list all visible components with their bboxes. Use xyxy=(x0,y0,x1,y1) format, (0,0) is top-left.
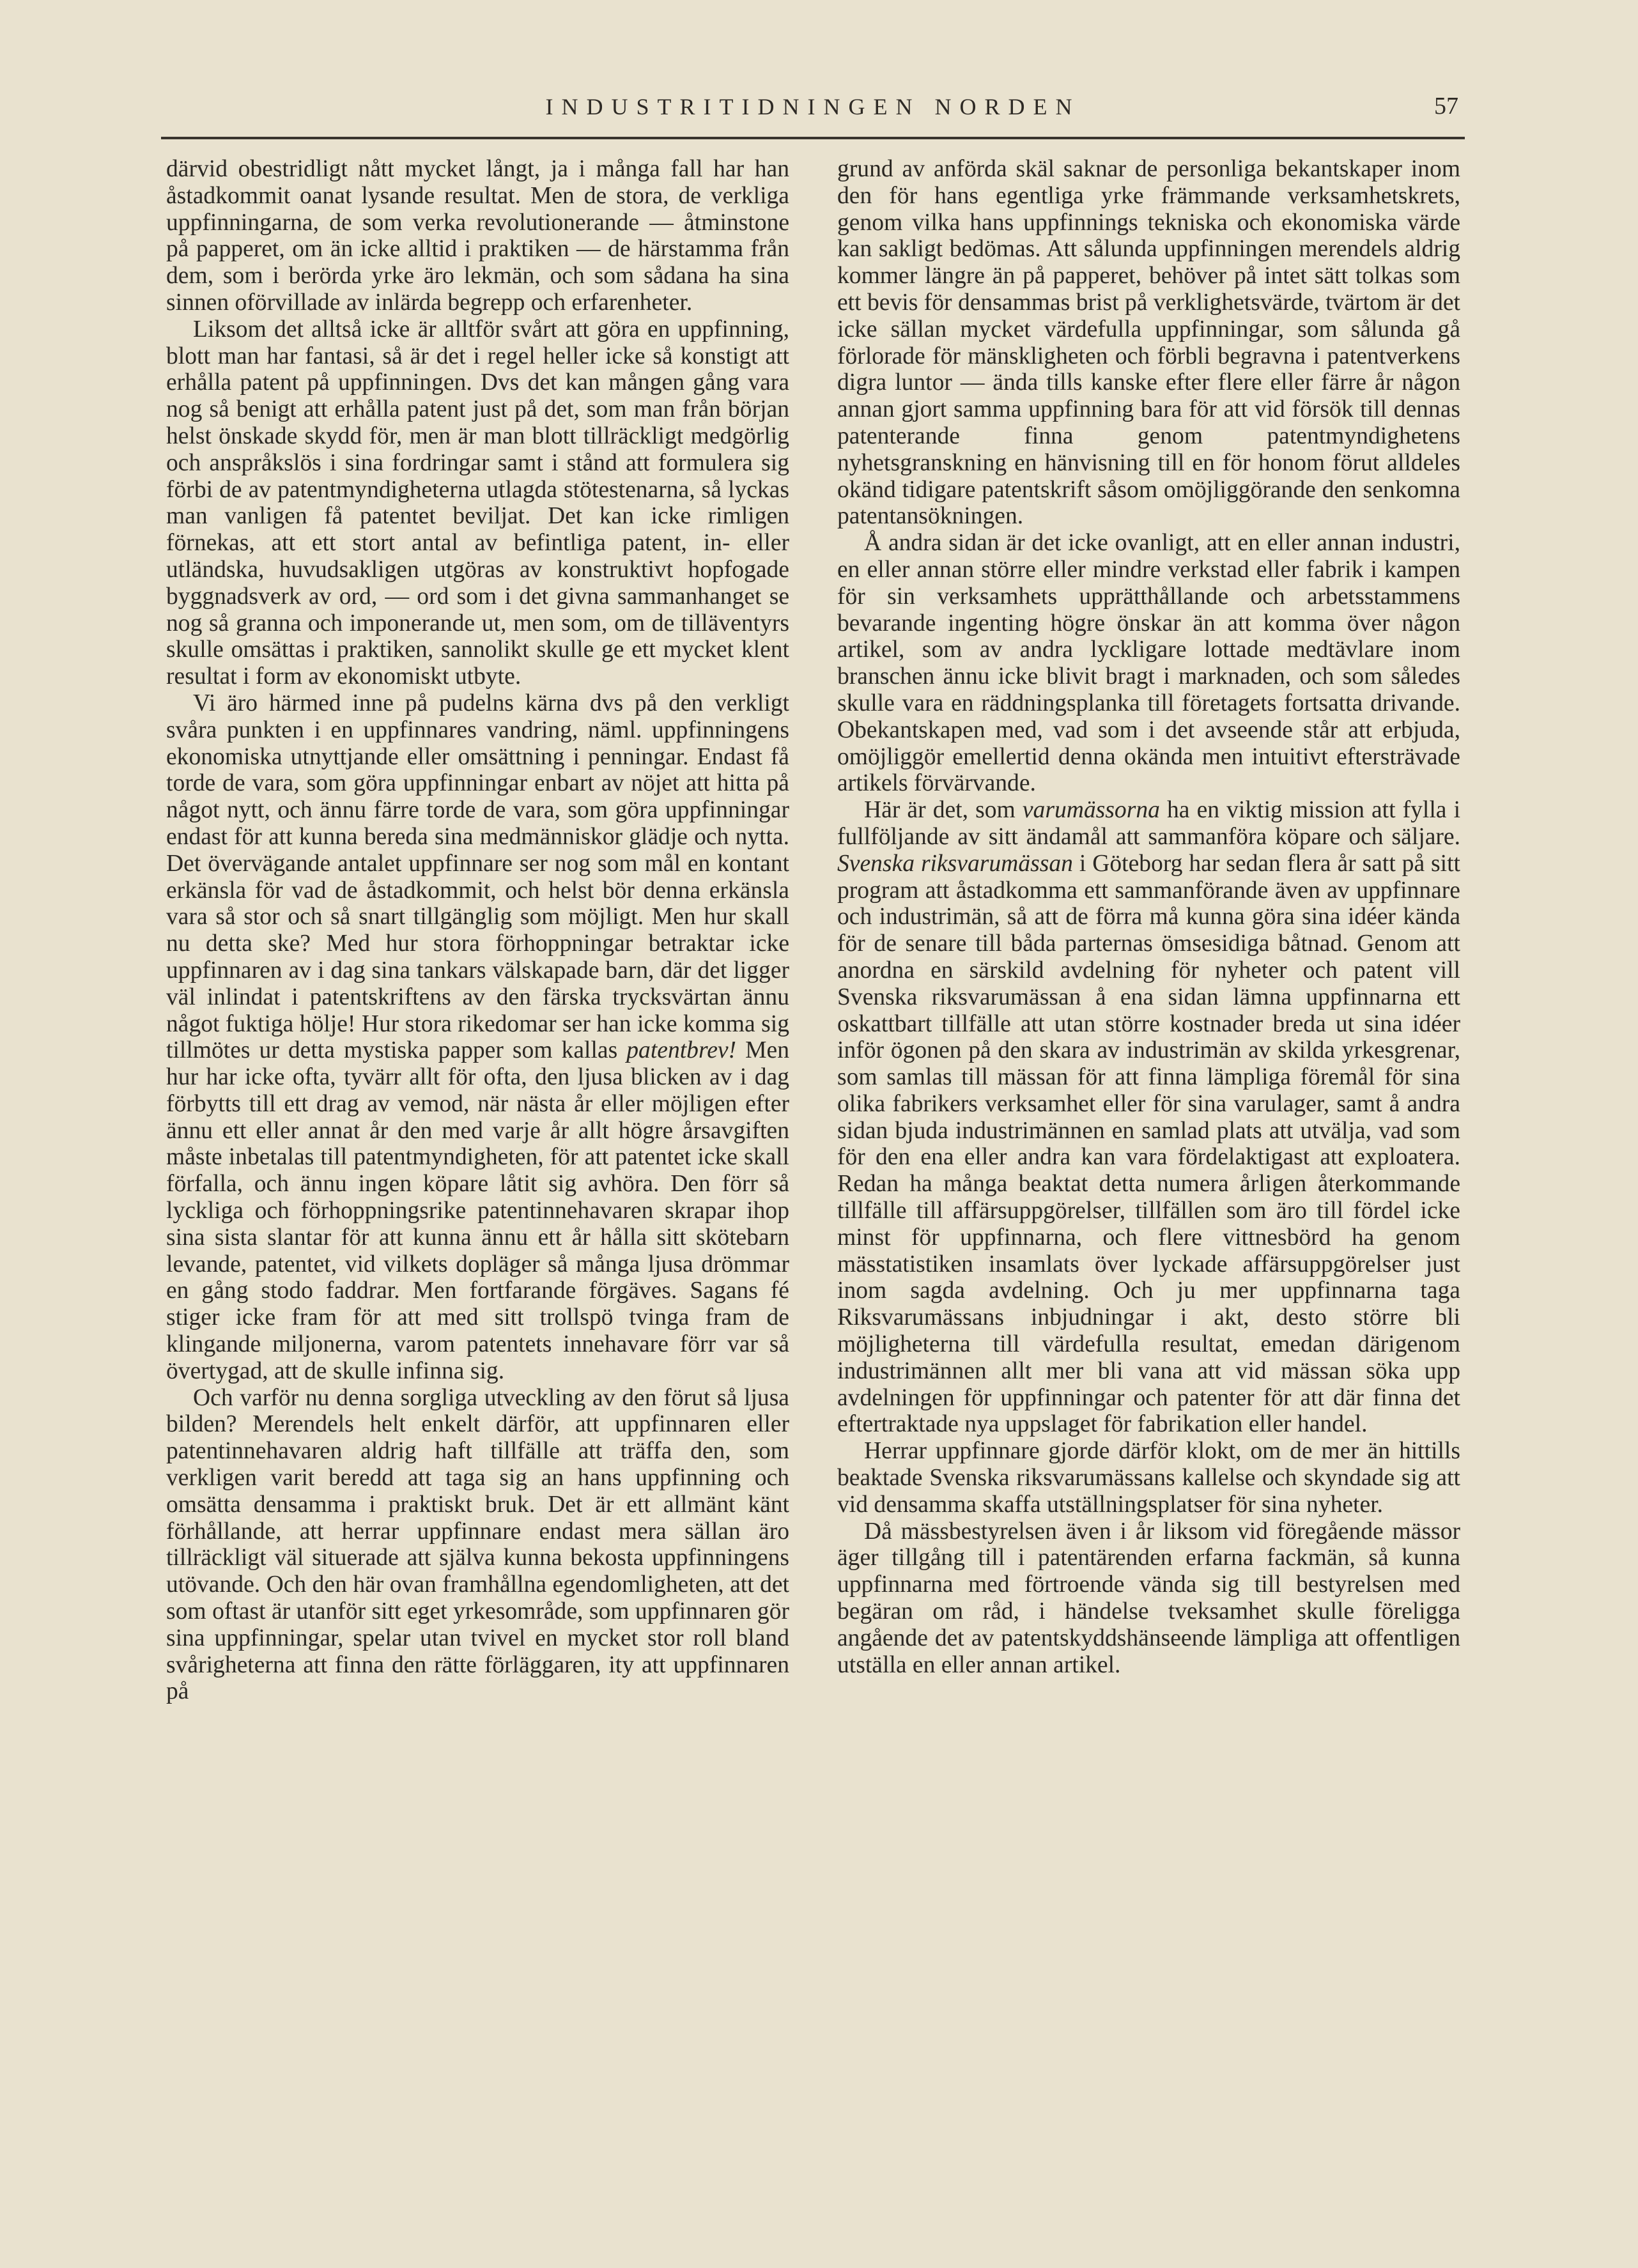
paragraph: grund av anförda skäl saknar de personliga bekantskaper inom den för hans egentliga yrke främmande verksamhetskrets, genom vilka hans uppfinnings tekniska och ekonomiska värde kan sakligt bedömas. Att sålunda uppfinningen merendels aldrig kommer längre än på papperet, behöver på intet sätt tolkas som ett bevis för densammas brist på verklighetsvärde, tvärtom är det icke sällan mycket värdefulla uppfinningar, som sålunda gå förlorade för mänskligheten och förbli begravna i patentverkens digra luntor — ända tills kanske efter flere eller färre år någon annan gjort samma uppfinning bara för att vid försök till dennas patenterande finna genom patentmyndighetens nyhetsgranskning en hänvisning till en för honom förut alldeles okänd tidigare patentskrift såsom omöjliggörande den senkomna patentansökningen. xyxy=(837,156,1460,530)
paragraph: Liksom det alltså icke är alltför svårt att göra en uppfinning, blott man har fantasi, så är det i regel heller icke så konstigt att erhålla patent på uppfinningen. Dvs det kan mången gång vara nog så benigt att erhålla patent just på det, som man från början helst önskade skydd för, men är man blott tillräckligt medgörlig och anspråkslös i sina fordringar samt i stånd att formulera sig förbi de av patentmyndigheterna utlagda stötestenarna, så lyckas man vanligen få patentet beviljat. Det kan icke rimligen förnekas, att ett stort antal av befintliga patent, in- eller utländska, huvudsakligen utgöras av konstruktivt hopfogade byggnadsverk av ord, — ord som i det givna sammanhanget se nog så granna och imponerande ut, men som, om de tilläventyrs skulle omsättas i praktiken, sannolikt skulle ge ett mycket klent resultat i form av ekonomiskt utbyte. xyxy=(166,316,789,690)
paragraph: Å andra sidan är det icke ovanligt, att en eller annan industri, en eller annan större eller mindre verkstad eller fabrik i kampen för sin verksamhets upprätthållande och arbetsstammens bevarande ingenting högre önskar än att komma över någon artikel, som av andra lyckligare lottade medtävlare inom branschen ännu icke blivit bragt i marknaden, och som således skulle vara en räddningsplanka till företagets fortsatta drivande. Obekantskapen med, vad som i det avseende står att erbjuda, omöjliggör emellertid denna okända men intuitivt eftersträvade artikels förvärvande. xyxy=(837,530,1460,797)
journal-title: INDUSTRITIDNINGEN NORDEN xyxy=(545,94,1081,120)
emphasis-text: patentbrev! xyxy=(626,1037,737,1064)
paragraph-text: Här är det, som xyxy=(864,797,1023,824)
paragraph-text: ha en viktig mission att fylla i fullföljande av sitt ändamål att sammanföra köpare och säljare. xyxy=(837,797,1461,850)
paragraph-text: Vi äro härmed inne på pudelns kärna dvs på den verkligt svåra punkten i en uppfinnares vandring, näml. uppfinningens ekonomiska utnyttjande eller omsättning i penningar. Endast få torde de vara, som göra uppfinningar enbart av nöjet att hitta på något nytt, och ännu färre torde de vara, som göra uppfinningar endast för att kunna bereda sina medmänniskor glädje och nytta. Det övervägande antalet uppfinnare ser nog som mål en kontant erkänsla för vad de åstadkommit, och helst bör denna erkänsla vara så stor och så snart tillgänglig som möjligt. Men hur skall nu detta ske? Med hur stora förhoppningar betraktar icke uppfinnaren av i dag sina tankars välskapade barn, där det ligger väl inlindat i patentskriftens av den färska trycksvärtan ännu något fuktiga hölje! Hur stora rikedomar ser han icke komma sig tillmötes ur detta mystiska papper som kallas xyxy=(166,690,789,1064)
paragraph: Och varför nu denna sorgliga utveckling av den förut så ljusa bilden? Merendels helt enkelt därför, att uppfinnaren eller patentinnehavaren aldrig haft tillfälle att träffa den, som verkligen varit beredd att taga sig an hans uppfinning och omsätta densamma i praktiskt bruk. Det är ett allmänt känt förhållande, att herrar uppfinnare endast mera sällan äro tillräckligt väl situerade att själva kunna bekosta uppfinningens utövande. Och den här ovan framhållna egendomligheten, att det som oftast är utanför sitt eget yrkesområde, som uppfinnaren gör sina uppfinningar, spelar utan tvivel en mycket stor roll bland svårigheterna att finna den rätte förläggaren, ity att uppfinnaren på xyxy=(166,1384,789,1705)
paragraph-text: i Göteborg har sedan flera år satt på sitt program att åstadkomma ett sammanförande även av uppfinnare och industrimän, så att de förra må kunna göra sina idéer kända för de senare till båda parternas ömsesidiga båtnad. Genom att anordna en särskild avdelning för nyheter och patent vill Svenska riksvarumässan å ena sidan lämna uppfinnarna ett oskattbart tillfälle att utan större kostnader breda ut sina idéer inför ögonen på den skara av industrimän av skilda yrkesgrenar, som samlas till mässan för att finna lämpliga föremål för sina olika fabrikers verksamhet eller för sina varulager, samt å andra sidan bjuda industrimännen en samlad plats att utvälja, vad som för den ena eller andra kan vara fördelaktigast att exploatera. Redan ha många beaktat detta numera årligen återkommande tillfälle till affärsuppgörelser, tillfällen som äro till fördel icke minst för uppfinnarna, och flere vittnesbörd ha genom mässtatistiken insamlats över lyckade affärsuppgörelser just inom sagda avdelning. Och ju mer uppfinnarna taga Riksvarumässans inbjudningar i akt, desto större bli möjligheterna till värdefulla resultat, emedan därigenom industrimännen allt mer bli vana att vid mässan söka upp avdelningen för uppfinningar och patenter för att där finna det eftertraktade nya uppslaget för fabrikation eller handel. xyxy=(837,850,1460,1438)
paragraph: därvid obestridligt nått mycket långt, ja i många fall har han åstadkommit oanat lysande resultat. Men de stora, de verkliga uppfinningarna, de som verka revolutionerande — åtminstone på papperet, om än icke alltid i praktiken — de härstamma från dem, som i berörda yrke äro lekmän, och som sådana ha sina sinnen oförvillade av inlärda begrepp och erfarenheter. xyxy=(166,156,789,316)
page-header xyxy=(161,89,1465,128)
right-column xyxy=(837,156,1460,1678)
paragraph-text: Men hur har icke ofta, tyvärr allt för ofta, den ljusa blicken av i dag förbytts till ett drag av vemod, när nästa år eller möjligen efter ännu ett eller annat år den med varje år allt högre årsavgiften måste inbetalas till patentmyndigheten, för att patentet icke skall förfalla, och ännu ingen köpare låtit sig avhöra. Den förr så lyckliga och förhoppningsrike patentinnehavaren skrapar ihop sina sista slantar för att kunna ännu ett år hålla sitt skötebarn levande, patentet, vid vilkets dopläger så många ljusa drömmar en gång stodo faddrar. Men fortfarande förgäves. Sagans fé stiger icke fram för att med sitt trollspö tvinga fram de klingande miljonerna, varom patentets innehavare förr var så övertygad, att de skulle infinna sig. xyxy=(166,1037,789,1384)
page-number: 57 xyxy=(1434,93,1458,120)
paragraph: Herrar uppfinnare gjorde därför klokt, om de mer än hittills beaktade Svenska riksvarumässans kallelse och skyndade sig att vid densamma skaffa utställningsplatser för sina nyheter. xyxy=(837,1438,1460,1518)
left-column xyxy=(166,156,789,1705)
paragraph xyxy=(166,690,789,1385)
header-rule xyxy=(161,137,1465,139)
paragraph: Då mässbestyrelsen även i år liksom vid föregående mässor äger tillgång till i patentärenden erfarna fackmän, så kunna uppfinnarna med förtroende vända sig till bestyrelsen med begäran om råd, i händelse tveksamhet skulle föreligga angående det av patentskyddshänseende lämpliga att offentligen utställa en eller annan artikel. xyxy=(837,1518,1460,1678)
emphasis-text: varumässorna xyxy=(1022,797,1160,824)
paragraph xyxy=(837,797,1460,1438)
emphasis-text: Svenska riksvarumässan xyxy=(837,850,1073,877)
